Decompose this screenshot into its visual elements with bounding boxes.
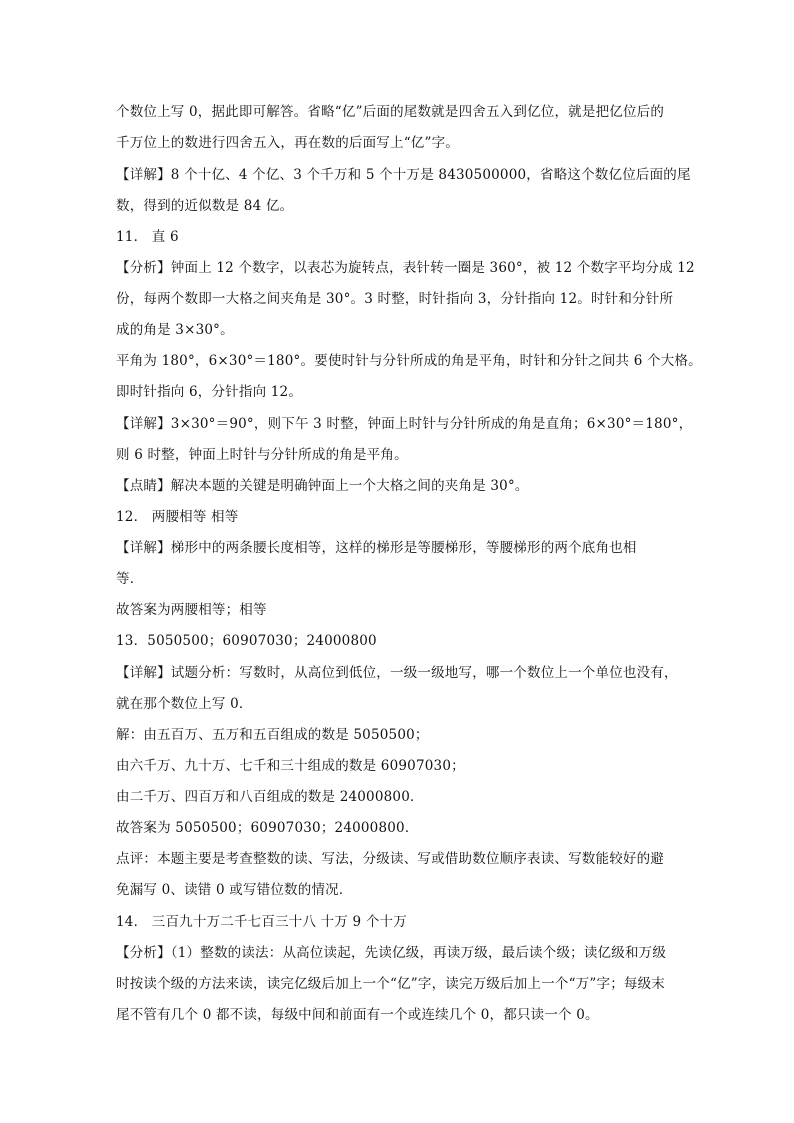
text-line: 点评：本题主要是考查整数的读、写法，分级读、写或借助数位顺序表读、写数能较好的避 — [116, 851, 664, 867]
text-line: 【详解】梯形中的两条腰长度相等，这样的梯形是等腰梯形，等腰梯形的两个底角也相 — [116, 540, 637, 556]
answer-line-12: 12． 两腰相等 相等 — [116, 509, 239, 525]
text-line: 由二千万、四百万和八百组成的数是 24000800． — [116, 789, 424, 805]
text-line: 【分析】钟面上 12 个数字，以表芯为旋转点，表针转一圈是 360°，被 12 个数字平均分成 12 — [116, 260, 695, 276]
text-line: 即时针指向 6，分针指向 12。 — [116, 384, 303, 400]
text-line: 个数位上写 0，据此即可解答。省略“亿”后面的尾数就是四舍五入到亿位，就是把亿位后的 — [116, 104, 665, 120]
text-line: 故答案为 5050500；60907030；24000800． — [116, 820, 419, 836]
text-line: 成的角是 3×30°。 — [116, 322, 234, 338]
text-line: 时按读个级的方法来读，读完亿级后加上一个“亿”字，读完万级后加上一个“万”字；每级末 — [116, 976, 666, 992]
text-line: 故答案为两腰相等；相等 — [116, 602, 267, 618]
text-line: 尾不管有几个 0 都不读，每级中间和前面有一个或连续几个 0，都只读一个 0。 — [116, 1007, 599, 1023]
text-line: 则 6 时整，钟面上时针与分针所成的角是平角。 — [116, 447, 408, 463]
text-line: 【分析】（1）整数的读法：从高位读起，先读亿级，再读万级，最后读个级；读亿级和万级 — [116, 945, 667, 961]
answer-line-14: 14． 三百九十万二千七百三十八 十万 9 个十万 — [116, 914, 407, 930]
answer-line-13: 13．5050500；60907030；24000800 — [116, 633, 377, 649]
text-line: 【详解】8 个十亿、4 个亿、3 个千万和 5 个十万是 8430500000，省略这个数亿位后面的尾 — [116, 167, 691, 183]
text-line: 免漏写 0、读错 0 或写错位数的情况． — [116, 882, 353, 898]
text-line: 【点睛】解决本题的关键是明确钟面上一个大格之间的夹角是 30°。 — [116, 478, 529, 494]
text-line: 份，每两个数即一大格之间夹角是 30°。3 时整，时针指向 3，分针指向 12。时针和分针所 — [116, 291, 674, 307]
text-line: 平角为 180°，6×30°＝180°。要使时针与分针所成的角是平角，时针和分针之间共 6 个大格。 — [116, 353, 702, 369]
text-line: 千万位上的数进行四舍五入，再在数的后面写上“亿”字。 — [116, 135, 460, 151]
text-line: 数，得到的近似数是 84 亿。 — [116, 198, 294, 214]
text-line: 解：由五百万、五万和五百组成的数是 5050500； — [116, 727, 429, 743]
text-line: 【详解】试题分析：写数时，从高位到低位，一级一级地写，哪一个数位上一个单位也没有， — [116, 665, 678, 681]
text-line: 等． — [116, 571, 144, 587]
text-line: 由六千万、九十万、七千和三十组成的数是 60907030； — [116, 758, 465, 774]
answer-line-11: 11． 直 6 — [116, 229, 179, 245]
text-line: 【详解】3×30°＝90°，则下午 3 时整，钟面上时针与分针所成的角是直角；6×30°＝180°， — [116, 416, 693, 432]
text-line: 就在那个数位上写 0． — [116, 696, 253, 712]
